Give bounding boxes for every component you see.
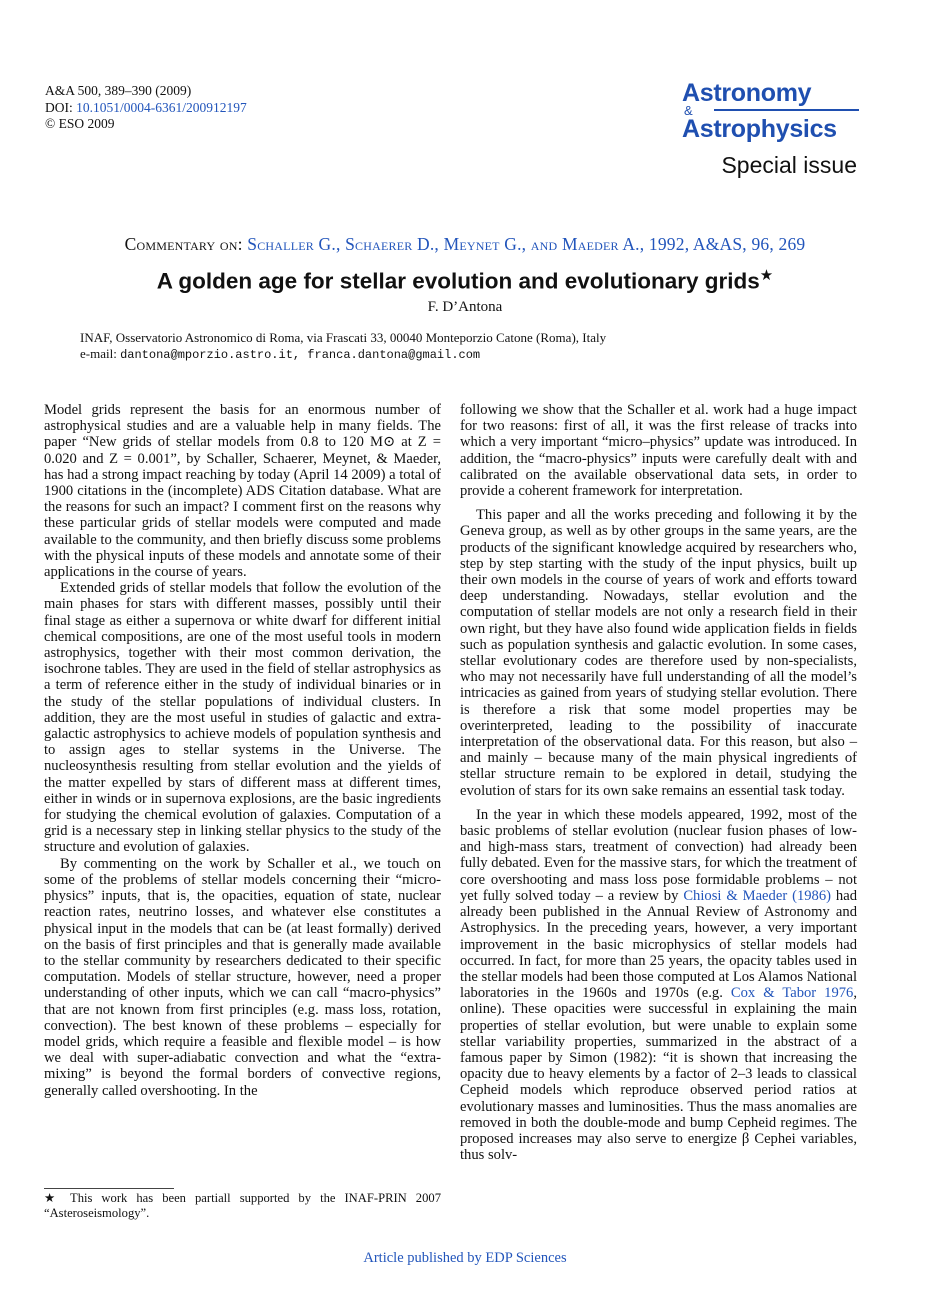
author: F. D’Antona (427, 299, 503, 315)
logo-line1: Astronomy (682, 79, 812, 107)
right-column (460, 402, 857, 1163)
paragraph-text: had already been published in the Annual Review of Astronomy and Astrophysics. In the preceding years, however, a very important improvement in the basic microphysics of stellar models had occurred. In fact, for more than 25 years, the opacity tables used in the stellar models had been those computed at Los Alamos National laboratories in the 1960s and 1970s (e.g. (460, 887, 857, 1002)
logo-line2: Astrophysics (682, 115, 837, 143)
paragraph: This paper and all the works preceding and following it by the Geneva group, as well as by other groups in the same years, are the products of the significant knowledge acquired by researchers who, step by step starting with the study of the input physics, built up their own models in the course of years of work and efforts toward deep understanding. Nowadays, stellar evolution and the computation of stellar models are not only a research field in their own right, but they have also found wide application fields in fields such as population synthesis and galactic evolution. In some cases, stellar evolutionary codes are therefore used by non-specialists, who may not necessarily have full understanding of all the model’s intricacies as gained from years of studying stellar evolution. There is therefore a risk that some model properties may be overinterpreted, leading to the possibility of inaccurate interpretation of the observational data. For this reason, but also – and mainly – because many of the main physical ingredients of stellar structure remain to be explored in detail, studying the evolution of stars for its own sake remains an essential task today. (460, 507, 857, 799)
reference-link[interactable]: Chiosi & Maeder (1986) (683, 887, 831, 904)
journal-logo (682, 80, 857, 142)
footnote-divider (44, 1188, 174, 1189)
email-line (80, 346, 606, 363)
email-label: e-mail: (80, 346, 121, 361)
paragraph: Model grids represent the basis for an enormous number of astrophysical studies and are a valuable help in many fields. The paper “New grids of stellar models from 0.8 to 120 M⊙ at Z = 0.020 and Z = 0.001”, by Schaller, Schaerer, Meynet, & Maeder, has had a strong impact reaching by today (April 14 2009) a total of 1900 citations in the (incomplete) ADS Citation database. What are the reasons for such an impact? I comment first on the reasons why these particular grids of stellar models were computed and made available to the community, and then briefly discuss some problems with the physical inputs of these models and annotate some of their applications in the course of years. (44, 402, 441, 581)
paper-title (0, 266, 930, 295)
footnote: ★ This work has been partiall supported by the INAF-PRIN 2007 “Asteroseismology”. (44, 1191, 441, 1220)
publisher-footer[interactable]: Article published by EDP Sciences (363, 1250, 567, 1266)
title-footnote-mark: ★ (759, 267, 774, 284)
paragraph: By commenting on the work by Schaller et al., we touch on some of the problems of stellar models concerning their “micro-physics” inputs, that is, the opacities, equation of state, nuclear reaction rates, neutrino losses, and whatever else constitutes a physical input in the models that can be (at least formally) derived on the basis of first principles and that is generally made available to the stellar community by researchers dedicated to their specific computation. Models of stellar structure, however, need a proper understanding of other inputs, which we can call “macro-physics” that are not known from first principles (e.g. mass loss, rotation, convection). The best known of these problems – especially for model grids, which require a feasible and flexible model – is how we deal with super-adiabatic convection and what the “extra-mixing” is beyond the formal borders of convective regions, generally called overshooting. In the (44, 855, 441, 1099)
affiliation-block (80, 330, 606, 363)
copyright: © ESO 2009 (45, 116, 115, 131)
doi-link[interactable]: 10.1051/0004-6361/200912197 (76, 99, 247, 115)
header-meta (45, 83, 247, 133)
title-text: A golden age for stellar evolution and evolutionary grids (156, 268, 760, 294)
left-column (44, 402, 441, 1099)
paragraph: following we show that the Schaller et al. work had a huge impact for two reasons: first of all, it was the first release of tracks into which a very important “micro–physics” update was introduced. In addition, the “macro-physics” inputs were carefully dealt with and calibrated on the available observational data sets, in order to provide a coherent framework for interpretation. (460, 402, 857, 500)
commentary-line (0, 234, 930, 255)
citation: A&A 500, 389–390 (2009) (45, 83, 192, 98)
special-issue-label: Special issue (721, 152, 857, 178)
affiliation: INAF, Osservatorio Astronomico di Roma, via Frascati 33, 00040 Monteporzio Catone (Roma), Italy (80, 330, 607, 345)
doi-label: DOI: (45, 99, 77, 115)
paragraph-text: , online). These opacities were successful in explaining the main properties of stellar evolution, but were unable to explain some stellar variability properties, summarized in the abstract of a famous paper by Simon (1982): “it is shown that increasing the opacity due to heavy elements by a factor of 2–3 leads to classical Cepheid models which reproduce observed period ratios at evolutionary masses and luminosities. Thus the mass anomalies are removed in both the double-mode and bump Cepheid regimes. The proposed increases may also serve to energize β Cephei variables, thus solv- (460, 985, 858, 1164)
logo-amp: & (684, 103, 693, 118)
paragraph: Extended grids of stellar models that follow the evolution of the main phases for stars with different masses, possibly until their final stage as either a supernova or white dwarf for different initial chemical compositions, are one of the most useful tools in modern astrophysics, together with their most common derivation, the isochrone tables. They are used in the field of stellar astrophysics as a term of reference either in the study of individual binaries or in the study of the stellar populations of individual clusters. In addition, they are the most useful in studies of galactic and extra-galactic astrophysics to achieve models of population synthesis and to assign ages to stellar systems in the Universe. The nucleosynthesis resulting from stellar evolution and the yields of the matter expelled by stars of different mass at different times, either in winds or in supernova explosions, are the basic ingredients for studying the chemical evolution of galaxies. Computation of a grid is a necessary step in linking stellar physics to the study of the structure and evolution of galaxies. (44, 580, 441, 856)
commentary-reference[interactable]: Schaller G., Schaerer D., Meynet G., and Maeder A., 1992, A&AS, 96, 269 (247, 234, 806, 254)
logo-rule (714, 109, 859, 111)
commentary-prefix: Commentary on: (124, 234, 248, 254)
doi-line (45, 100, 247, 117)
paragraph (460, 807, 857, 1163)
reference-link[interactable]: Cox & Tabor 1976 (730, 985, 854, 1002)
paragraph-text: In the year in which these models appeared, 1992, most of the basic problems of stellar evolution (nuclear fusion phases of low- and high-mass stars, treatment of convection) had already been fully debated. Even for the massive stars, for which the treatment of core overshooting and mass loss pose formidable problems – not yet fully solved today – a review by (460, 806, 857, 904)
email: dantona@mporzio.astro.it, franca.dantona@gmail.com (120, 348, 481, 362)
